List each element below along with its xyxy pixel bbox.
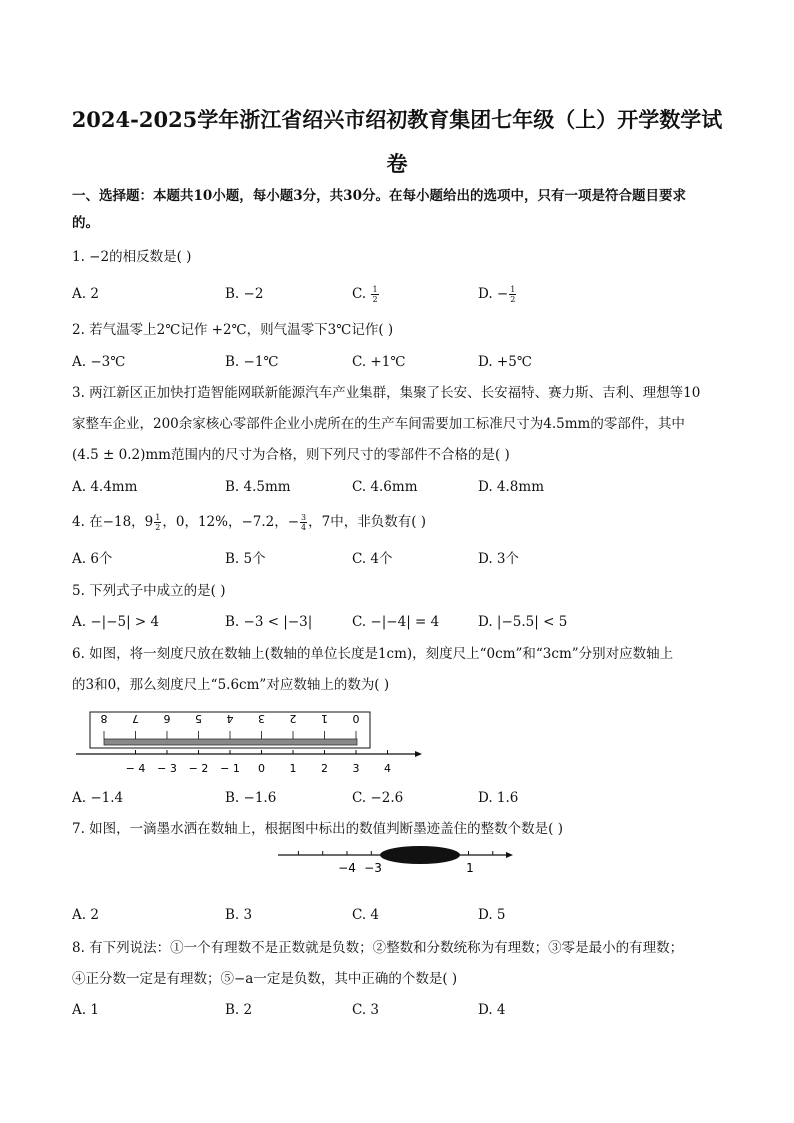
ruler-mark-label: 2 — [289, 712, 297, 725]
q3-stem-line1: 3. 两江新区正加快打造智能网联新能源汽车产业集群，集聚了长安、长安福特、赛力斯、吉利、理想等10 — [72, 385, 701, 401]
q8-option-a[interactable]: A. 1 — [72, 1002, 99, 1018]
fraction — [371, 285, 378, 304]
q3-option-c[interactable]: C. 4.6mm — [352, 479, 418, 495]
q2-option-a[interactable]: A. −3℃ — [72, 354, 126, 370]
q8-stem-line1: 8. 有下列说法：①一个有理数不是正数就是负数；②整数和分数统称为有理数；③零是最小的有理数； — [72, 940, 684, 956]
fraction — [300, 513, 307, 532]
q1-option-d-prefix: D. − — [478, 286, 509, 302]
q3-option-d[interactable]: D. 4.8mm — [478, 479, 544, 495]
q2-option-c[interactable]: C. +1℃ — [352, 354, 406, 370]
mixed-fraction — [154, 513, 161, 532]
ruler-mark-label: 3 — [258, 712, 265, 725]
q7-option-a[interactable]: A. 2 — [72, 907, 99, 923]
axis-tick-label: 3 — [352, 762, 360, 775]
axis-tick-label: − 2 — [188, 762, 209, 775]
q5-option-d[interactable]: D. |−5.5| < 5 — [478, 614, 568, 630]
axis-tick-label: − 1 — [220, 762, 240, 775]
q4-stem-part: ，7中，非负数有( ) — [308, 514, 427, 530]
axis-tick-label: − 3 — [157, 762, 177, 775]
q1-option-b[interactable]: B. −2 — [225, 286, 264, 302]
axis-tick-label: 2 — [321, 762, 328, 775]
q3-stem-line2: 家整车企业，200余家核心零部件企业小虎所在的生产车间需要加工标准尺寸为4.5mm的零部件，其中 — [72, 416, 685, 432]
q8-option-c[interactable]: C. 3 — [352, 1002, 380, 1018]
q5-option-c[interactable]: C. −|−4| = 4 — [352, 614, 440, 630]
axis-tick-label: 4 — [384, 762, 391, 775]
ink-number-line-figure — [270, 840, 520, 880]
q5-stem: 5. 下列式子中成立的是( ) — [72, 583, 226, 599]
fraction-den: 2 — [510, 295, 516, 304]
fraction-num: 1 — [372, 285, 378, 294]
q4-stem-part: ，0，12%，−7.2，− — [162, 514, 300, 530]
q2-stem: 2. 若气温零上2℃记作 +2℃，则气温零下3℃记作( ) — [72, 322, 394, 338]
axis-tick-label: − 4 — [125, 762, 146, 775]
ruler-mark-label: 8 — [100, 712, 108, 725]
axis-label-neg4: −4 — [338, 861, 356, 875]
q2-option-b[interactable]: B. −1℃ — [225, 354, 279, 370]
ruler-mark-label: 0 — [352, 712, 360, 725]
ruler-mark-label: 6 — [163, 712, 171, 725]
ruler-mark-label: 4 — [226, 712, 234, 725]
fraction — [509, 285, 516, 304]
ruler-mark-label: 1 — [321, 712, 328, 725]
q6-stem-line2: 的3和0，那么刻度尺上“5.6cm”对应数轴上的数为( ) — [72, 677, 390, 693]
axis-arrow — [415, 751, 422, 757]
fraction-den: 2 — [372, 295, 378, 304]
ruler-number-line-figure — [70, 707, 430, 787]
q4-option-d[interactable]: D. 3个 — [478, 551, 520, 567]
q1-option-d[interactable] — [478, 284, 517, 304]
q3-stem-line3: (4.5 ± 0.2)mm范围内的尺寸为合格，则下列尺寸的零部件不合格的是( ) — [72, 447, 510, 463]
q3-option-b[interactable]: B. 4.5mm — [225, 479, 291, 495]
ruler-mark-label: 7 — [132, 712, 139, 725]
q5-option-a[interactable]: A. −|−5| > 4 — [72, 614, 160, 630]
q7-option-b[interactable]: B. 3 — [225, 907, 253, 923]
page-title: 2024-2025学年浙江省绍兴市绍初教育集团七年级（上）开学数学试 — [71, 107, 723, 132]
axis-tick-label: 1 — [289, 762, 297, 775]
axis-label-1: 1 — [466, 861, 474, 875]
axis-arrow — [506, 852, 513, 858]
q3-option-a[interactable]: A. 4.4mm — [72, 479, 138, 495]
fraction-num: 1 — [155, 513, 161, 522]
q4-option-b[interactable]: B. 5个 — [225, 551, 266, 567]
axis-tick-label: 0 — [258, 762, 265, 775]
q5-option-b[interactable]: B. −3 < |−3| — [225, 614, 313, 630]
ruler-scale-bar — [104, 739, 357, 745]
q6-option-c[interactable]: C. −2.6 — [352, 790, 404, 806]
fraction-num: 3 — [301, 513, 307, 522]
section-heading-continued: 的。 — [72, 215, 99, 231]
q8-option-b[interactable]: B. 2 — [225, 1002, 253, 1018]
q8-stem-line2: ④正分数一定是有理数；⑤−a一定是负数，其中正确的个数是( ) — [72, 971, 458, 987]
fraction-num: 1 — [510, 285, 516, 294]
q7-option-c[interactable]: C. 4 — [352, 907, 380, 923]
q6-option-d[interactable]: D. 1.6 — [478, 790, 519, 806]
q1-option-c-prefix: C. — [352, 286, 371, 302]
q1-option-c[interactable] — [352, 284, 380, 304]
ink-blot — [380, 846, 460, 864]
q8-option-d[interactable]: D. 4 — [478, 1002, 506, 1018]
q6-option-a[interactable]: A. −1.4 — [72, 790, 124, 806]
page-title-continued: 卷 — [386, 151, 408, 176]
q4-option-c[interactable]: C. 4个 — [352, 551, 393, 567]
q1-stem: 1. −2的相反数是( ) — [72, 249, 192, 265]
fraction-den: 4 — [301, 523, 307, 532]
fraction-den: 2 — [155, 523, 161, 532]
section-heading: 一、选择题：本题共10小题，每小题3分，共30分。在每小题给出的选项中，只有一项是符合题目要求 — [72, 188, 686, 204]
q4-stem-part: 4. 在−18，9 — [72, 514, 154, 530]
q1-option-a[interactable]: A. 2 — [72, 286, 99, 302]
q7-option-d[interactable]: D. 5 — [478, 907, 506, 923]
q7-stem: 7. 如图，一滴墨水洒在数轴上，根据图中标出的数值判断墨迹盖住的整数个数是( ) — [72, 821, 563, 837]
q2-option-d[interactable]: D. +5℃ — [478, 354, 532, 370]
q6-option-b[interactable]: B. −1.6 — [225, 790, 277, 806]
q4-option-a[interactable]: A. 6个 — [72, 551, 113, 567]
axis-label-neg3: −3 — [364, 861, 382, 875]
ruler-mark-label: 5 — [195, 712, 202, 725]
q6-stem-line1: 6. 如图，将一刻度尺放在数轴上(数轴的单位长度是1cm)，刻度尺上“0cm”和“3cm”分别对应数轴上 — [72, 646, 674, 662]
q4-stem — [72, 512, 426, 532]
